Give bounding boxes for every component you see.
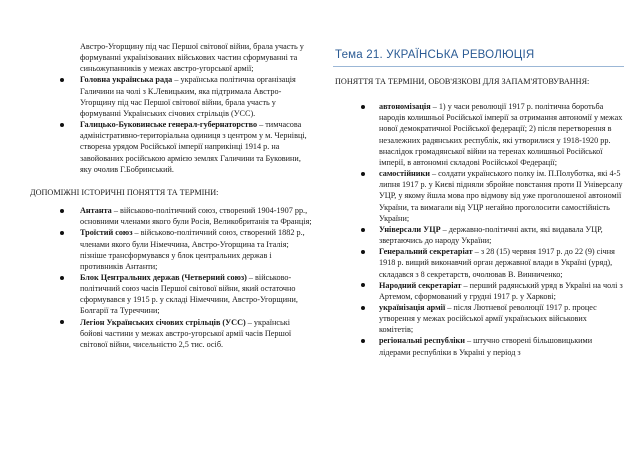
list-item	[379, 335, 623, 357]
list-item	[379, 246, 623, 279]
title-divider	[333, 66, 624, 67]
term: Генеральний секретаріат	[379, 247, 473, 257]
term: Універсали УЦР	[379, 224, 441, 234]
term: Головна українська рада	[80, 75, 173, 85]
list-item	[379, 280, 623, 302]
list-item	[379, 101, 623, 168]
definition: – державно-політичні акти, які видавала УЦР, звертаючись до народу України;	[379, 224, 603, 246]
definition: – військово-політичний союз, створений 1904-1907 рр., основними членами якого були Росія, Великобританія та Франція;	[80, 206, 312, 227]
list-item	[80, 119, 312, 175]
list-item	[379, 168, 623, 224]
definition: – з 28 (15) червня 1917 р. до 22 (9) січня 1918 р. вищий виконавчий орган державної влади в Україні (уряд), складався з 8 секретарств, очолював В. Винниченко;	[379, 247, 615, 279]
list-item	[379, 302, 623, 335]
definition: – перший радянський уряд в Україні на чолі з Артемом, сформований у грудні 1917 р. у Харкові;	[379, 280, 623, 301]
definition: – українські бойові частини у межах австро-угорської армії часів Першої світової війни, чисельністю 2,5 тис. осіб.	[80, 317, 292, 349]
definition: – українська політична організація Галичини на чолі з К.Левицьким, яка підтримала Австро-Угорщину під час Першої світової війни, брала участь у формуванні Українських січових стрільців (УСС).	[80, 75, 296, 118]
definition: – 1) у часи революції 1917 р. політична боротьба народів колишньої Російської імперії за отримання автономії у межах нової демократичної Російської федерації; 2) після перетворення в незалежних радянських республік, які утворилися у 1918-1920 рр. внаслідок громадянської війни на теренах колишньої Російської імперії, в автономні складові Російської Федерації;	[379, 102, 623, 167]
list-item	[80, 272, 312, 317]
term-list-continued	[30, 74, 313, 174]
list-item	[80, 205, 312, 227]
term: самостійники	[379, 169, 430, 179]
definition: – після Лютневої революції 1917 р. процес утворення у межах російської армії українських військових комітетів;	[379, 302, 597, 335]
term: автономізація	[379, 102, 431, 112]
term: Троїстий союз	[80, 228, 133, 238]
auxiliary-terms-heading: ДОПОМІЖНІ ІСТОРИЧНІ ПОНЯТТЯ ТА ТЕРМІНИ:	[30, 187, 219, 197]
term: регіональні республіки	[379, 336, 465, 346]
definition: – військово-політичний союз, створений 1882 р., членами якого були Німеччина, Австро-Угорщина та Італія; пізніше трансформувався у блок центральних держав і противників Антанти;	[80, 228, 305, 271]
definition: – військово-політичний союз часів Першої світової війни, який остаточно сформувався у 1915 р. у складі Німеччини, Австро-Угорщини, Болгарії та Туреччини;	[80, 272, 298, 316]
list-item	[80, 74, 312, 119]
definition: – солдати українського полку ім. П.Полуботка, які 4-5 липня 1917 р. у Києві підняли збройне повстання проти II Універсалу УЦР, у якому йшла мова про відмову від уже проголошеної автономії України, та вимагали від УЦР негайно проголосити самостійність України;	[379, 169, 623, 223]
list-item	[80, 227, 312, 272]
mandatory-terms-heading: ПОНЯТТЯ ТА ТЕРМІНИ, ОБОВ'ЯЗКОВІ ДЛЯ ЗАПАМ'ЯТОВУВАННЯ:	[335, 77, 590, 86]
definition: – штучно створені більшовицькими лідерами республіки в Україні у період з	[379, 336, 593, 357]
term: Антанта	[80, 206, 112, 216]
continuation-text: Австро-Угорщину під час Першої світової війни, брала участь у формуванні українізованих військових частин сформуванні та синьожупанників у межах австро-угорської армії;	[80, 42, 304, 74]
left-column	[30, 0, 313, 350]
auxiliary-term-list	[30, 205, 313, 350]
list-item	[80, 317, 312, 350]
topic-title: Тема 21. УКРАЇНСЬКА РЕВОЛЮЦІЯ	[335, 49, 535, 61]
term: Легіон Українських січових стрільців (УСС)	[80, 317, 246, 327]
term: Блок Центральних держав (Четверний союз)	[80, 272, 247, 282]
list-item	[379, 224, 623, 246]
right-column	[333, 0, 625, 358]
term: Народний секретаріат	[379, 280, 462, 290]
mandatory-term-list	[333, 101, 625, 358]
term: Галицько-Буковинське генерал-губернаторство	[80, 120, 258, 130]
term: українізація армії	[379, 302, 446, 312]
definition: – тимчасова адміністративно-територіальна одиниця з центром у м. Чернівці, створена урядом Російської імперії наприкінці 1914 р. на завойованих російською армією землях Галичини та Буковини, яку очолив Г.Бобринський.	[80, 120, 307, 174]
